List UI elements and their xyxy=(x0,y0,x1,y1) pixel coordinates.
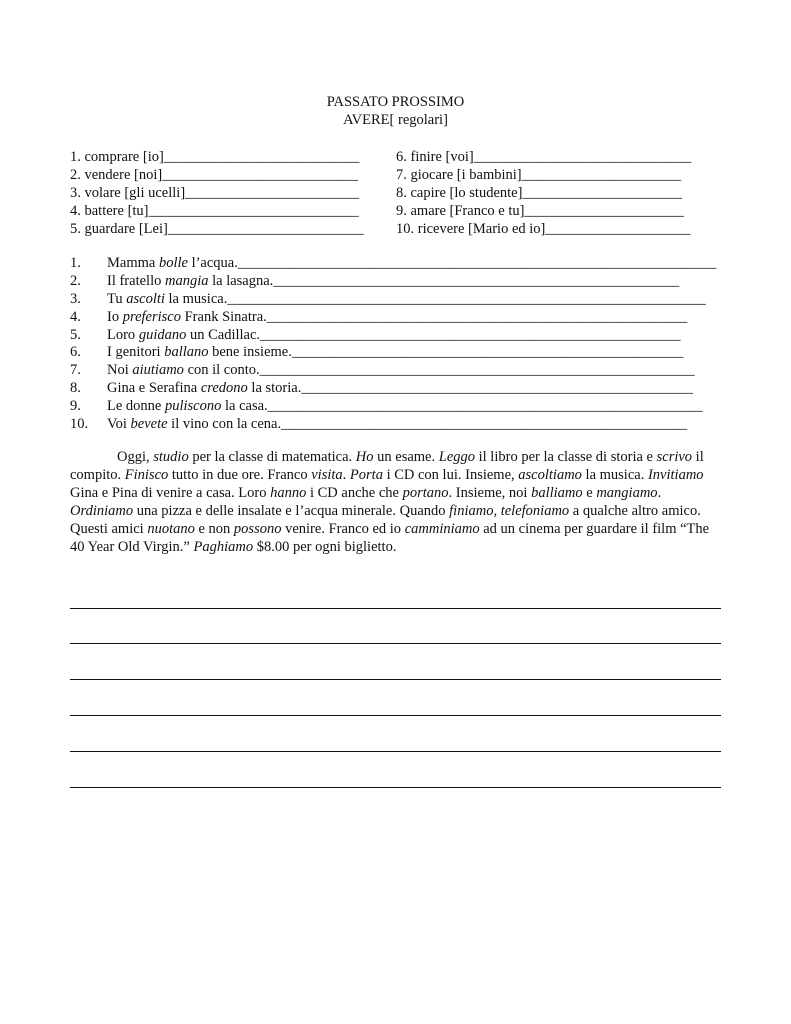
paragraph-verb: camminiamo xyxy=(404,520,480,537)
paragraph-text: e xyxy=(582,484,597,501)
sentence-number: 7. xyxy=(70,362,81,379)
sentence-text: la musica.__________________________________________________________________ xyxy=(164,290,706,307)
sentence-text: Mamma xyxy=(107,255,159,271)
verb-item: 9. amare [Franco e tu]______________________ xyxy=(396,203,684,219)
sentence-text: Gina e Serafina xyxy=(107,380,201,397)
sentence-text: l’acqua.__________________________________________________________________ xyxy=(187,255,717,271)
writing-line[interactable] xyxy=(70,751,721,752)
sentence-text: Le donne xyxy=(107,398,165,415)
sentence-text: Io xyxy=(107,308,123,325)
paragraph-verb: Ordiniamo xyxy=(70,502,134,519)
sentence-number: 6. xyxy=(70,344,81,361)
paragraph-verb: balliamo xyxy=(531,484,583,501)
sentence-item xyxy=(70,291,716,309)
story-paragraph xyxy=(70,449,724,556)
verb-item: 7. giocare [i bambini]______________________ xyxy=(396,167,682,183)
sentence-text: Noi xyxy=(107,362,133,379)
sentence-text: Voi xyxy=(107,416,131,433)
paragraph-text: i CD anche che xyxy=(306,484,403,501)
verb-item: 6. finire [voi]______________________________ xyxy=(396,149,692,165)
sentence-number: 8. xyxy=(70,380,81,397)
sentence-item xyxy=(70,255,716,273)
verb-item: 5. guardare [Lei]___________________________ xyxy=(70,221,364,237)
verb-item: 1. comprare [io]___________________________ xyxy=(70,149,360,165)
sentence-verb: mangia xyxy=(164,272,209,289)
verb-column-left xyxy=(70,148,364,238)
sentence-item xyxy=(70,398,716,416)
verb-item: 10. ricevere [Mario ed io]____________________ xyxy=(396,221,691,237)
sentence-item xyxy=(70,416,716,434)
paragraph-verb: Finisco xyxy=(124,466,169,483)
verb-item: 3. volare [gli ucelli]________________________ xyxy=(70,185,360,201)
sentence-verb: ascolti xyxy=(126,290,165,307)
sentence-text: Frank Sinatra.__________________________________________________________ xyxy=(180,308,688,325)
page-subtitle: AVERE[ regolari] xyxy=(343,112,448,128)
sentence-number: 3. xyxy=(70,290,81,307)
paragraph-verb: Leggo xyxy=(438,449,475,465)
sentence-verb: ballano xyxy=(164,344,209,361)
sentence-text: Il fratello xyxy=(107,272,165,289)
paragraph-text: il libro per la classe di storia e xyxy=(475,449,657,465)
verb-item: 2. vendere [noi]___________________________ xyxy=(70,167,358,183)
sentence-item xyxy=(70,327,716,345)
sentence-verb: guidano xyxy=(138,326,187,343)
sentence-verb: preferisco xyxy=(122,308,181,325)
paragraph-text: i CD con lui. Insieme, xyxy=(382,466,519,483)
paragraph-verb: possono xyxy=(233,520,282,537)
sentence-number: 2. xyxy=(70,272,81,289)
sentence-text: Loro xyxy=(107,326,139,343)
verb-item: 4. battere [tu]_____________________________ xyxy=(70,203,359,219)
paragraph-verb: hanno xyxy=(270,484,307,501)
sentence-text: la lasagna.________________________________________________________ xyxy=(208,272,680,289)
sentence-number: 10. xyxy=(70,416,89,433)
writing-line[interactable] xyxy=(70,608,721,609)
writing-line[interactable] xyxy=(70,679,721,680)
paragraph-text: a qualche altro amico. Questi amici xyxy=(70,502,701,537)
writing-line[interactable] xyxy=(70,715,721,716)
sentence-exercise xyxy=(70,255,716,434)
sentence-text: la storia.______________________________________________________ xyxy=(247,380,693,397)
paragraph-text: per la classe di matematica. xyxy=(188,449,356,465)
page-title: PASSATO PROSSIMO xyxy=(326,94,465,110)
sentence-verb: aiutiamo xyxy=(132,362,184,379)
paragraph-verb: nuotano xyxy=(147,520,195,537)
sentence-item xyxy=(70,362,716,380)
paragraph-text: Oggi, xyxy=(117,449,154,465)
sentence-item xyxy=(70,344,716,362)
paragraph-verb: portano xyxy=(402,484,449,501)
paragraph-verb: Ho xyxy=(355,449,374,465)
paragraph-verb: Porta xyxy=(349,466,383,483)
paragraph-text: il compito. xyxy=(70,449,704,483)
sentence-number: 5. xyxy=(70,326,81,343)
writing-line[interactable] xyxy=(70,787,721,788)
paragraph-verb: visita xyxy=(311,466,343,483)
sentence-number: 9. xyxy=(70,398,81,415)
sentence-number: 4. xyxy=(70,308,81,325)
sentence-verb: credono xyxy=(200,380,248,397)
paragraph-text: , xyxy=(493,502,501,519)
paragraph-verb: Invitiamo xyxy=(647,466,704,483)
paragraph-text: la musica. xyxy=(581,466,648,483)
paragraph-text: un esame. xyxy=(373,449,439,465)
sentence-text: la casa.____________________________________________________________ xyxy=(221,398,703,415)
sentence-text: I genitori xyxy=(107,344,165,361)
paragraph-text: Gina e Pina di venire a casa. Loro xyxy=(70,484,271,501)
paragraph-verb: scrivo xyxy=(656,449,693,465)
sentence-verb: bolle xyxy=(158,255,188,271)
sentence-text: con il conto.____________________________________________________________ xyxy=(183,362,695,379)
sentence-text: un Cadillac.__________________________________________________________ xyxy=(186,326,681,343)
sentence-text: bene insieme.______________________________________________________ xyxy=(208,344,684,361)
paragraph-verb: Paghiamo xyxy=(193,538,254,555)
sentence-item xyxy=(70,309,716,327)
paragraph-text: ad un cinema per guardare il film “The 40 Year Old Virgin.” xyxy=(70,520,710,555)
paragraph-text: . xyxy=(657,484,662,501)
paragraph-text: . Insieme, noi xyxy=(448,484,532,501)
paragraph-text: e non xyxy=(194,520,234,537)
verb-column-right xyxy=(396,148,691,238)
paragraph-text: venire. Franco ed io xyxy=(281,520,405,537)
sentence-text: il vino con la cena.________________________________________________________ xyxy=(167,416,688,433)
paragraph-verb: finiamo xyxy=(449,502,494,519)
paragraph-text: $8.00 per ogni biglietto. xyxy=(253,538,397,555)
sentence-item xyxy=(70,273,716,291)
paragraph-verb: studio xyxy=(153,449,189,465)
paragraph-text: tutto in due ore. Franco xyxy=(168,466,312,483)
paragraph-verb: telefoniamo xyxy=(500,502,570,519)
paragraph-text: . xyxy=(342,466,350,483)
sentence-item xyxy=(70,380,716,398)
sentence-verb: puliscono xyxy=(164,398,222,415)
paragraph-verb: mangiamo xyxy=(596,484,658,501)
sentence-text: Tu xyxy=(107,290,127,307)
paragraph-verb: ascoltiamo xyxy=(518,466,582,483)
sentence-number: 1. xyxy=(70,255,81,271)
paragraph-text: una pizza e delle insalate e l’acqua minerale. Quando xyxy=(133,502,450,519)
verb-item: 8. capire [lo studente]______________________ xyxy=(396,185,682,201)
sentence-verb: bevete xyxy=(130,416,168,433)
writing-line[interactable] xyxy=(70,643,721,644)
